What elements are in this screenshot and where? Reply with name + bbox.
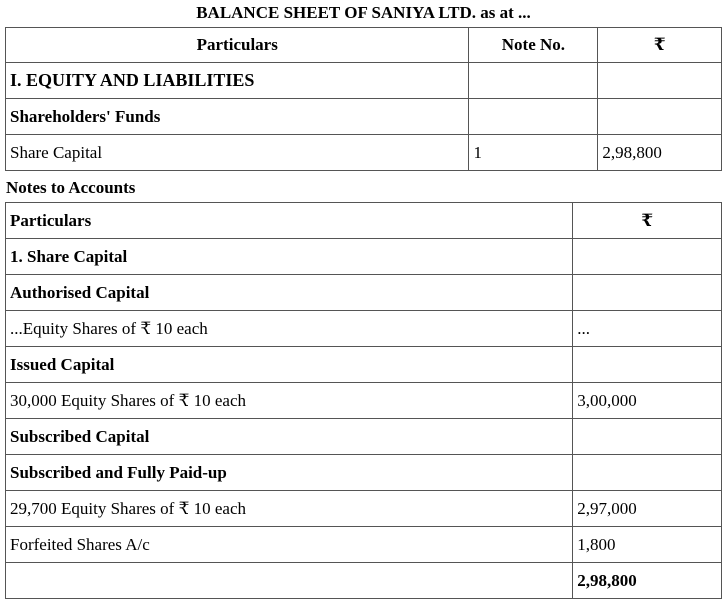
table-header-row [6, 203, 722, 239]
header-particulars: Particulars [6, 203, 573, 239]
header-particulars: Particulars [6, 28, 469, 63]
cell-total-amount: 2,98,800 [573, 563, 722, 599]
cell-particulars: 30,000 Equity Shares of ₹ 10 each [6, 383, 573, 419]
cell-amount [573, 455, 722, 491]
cell-particulars: I. EQUITY AND LIABILITIES [6, 63, 469, 99]
cell-note [469, 99, 598, 135]
cell-note: 1 [469, 135, 598, 171]
cell-amount: 2,98,800 [598, 135, 722, 171]
table-row [6, 383, 722, 419]
table-row [6, 239, 722, 275]
table-row [6, 311, 722, 347]
table-row [6, 419, 722, 455]
cell-amount [598, 99, 722, 135]
header-amount: ₹ [573, 203, 722, 239]
table-row [6, 63, 722, 99]
balance-sheet-table [5, 27, 722, 171]
table-row [6, 135, 722, 171]
cell-particulars: 1. Share Capital [6, 239, 573, 275]
cell-particulars: Authorised Capital [6, 275, 573, 311]
table-row [6, 347, 722, 383]
table-row [6, 491, 722, 527]
cell-particulars [6, 563, 573, 599]
cell-amount [573, 275, 722, 311]
cell-amount [573, 419, 722, 455]
cell-particulars: Subscribed and Fully Paid-up [6, 455, 573, 491]
cell-amount [573, 347, 722, 383]
cell-particulars: Subscribed Capital [6, 419, 573, 455]
cell-note [469, 63, 598, 99]
table-row [6, 99, 722, 135]
cell-particulars: 29,700 Equity Shares of ₹ 10 each [6, 491, 573, 527]
cell-amount: 3,00,000 [573, 383, 722, 419]
cell-amount: ... [573, 311, 722, 347]
table-header-row [6, 28, 722, 63]
cell-amount: 2,97,000 [573, 491, 722, 527]
table-row [6, 527, 722, 563]
document-title: BALANCE SHEET OF SANIYA LTD. as at ... [196, 3, 531, 22]
notes-title: Notes to Accounts [6, 178, 136, 197]
cell-particulars: ...Equity Shares of ₹ 10 each [6, 311, 573, 347]
header-amount: ₹ [598, 28, 722, 63]
notes-table [5, 202, 722, 599]
table-row [6, 275, 722, 311]
cell-amount: 1,800 [573, 527, 722, 563]
cell-amount [598, 63, 722, 99]
cell-amount [573, 239, 722, 275]
total-row [6, 563, 722, 599]
header-note-no: Note No. [469, 28, 598, 63]
cell-particulars: Issued Capital [6, 347, 573, 383]
table-row [6, 455, 722, 491]
cell-particulars: Share Capital [6, 135, 469, 171]
cell-particulars: Forfeited Shares A/c [6, 527, 573, 563]
cell-particulars: Shareholders' Funds [6, 99, 469, 135]
